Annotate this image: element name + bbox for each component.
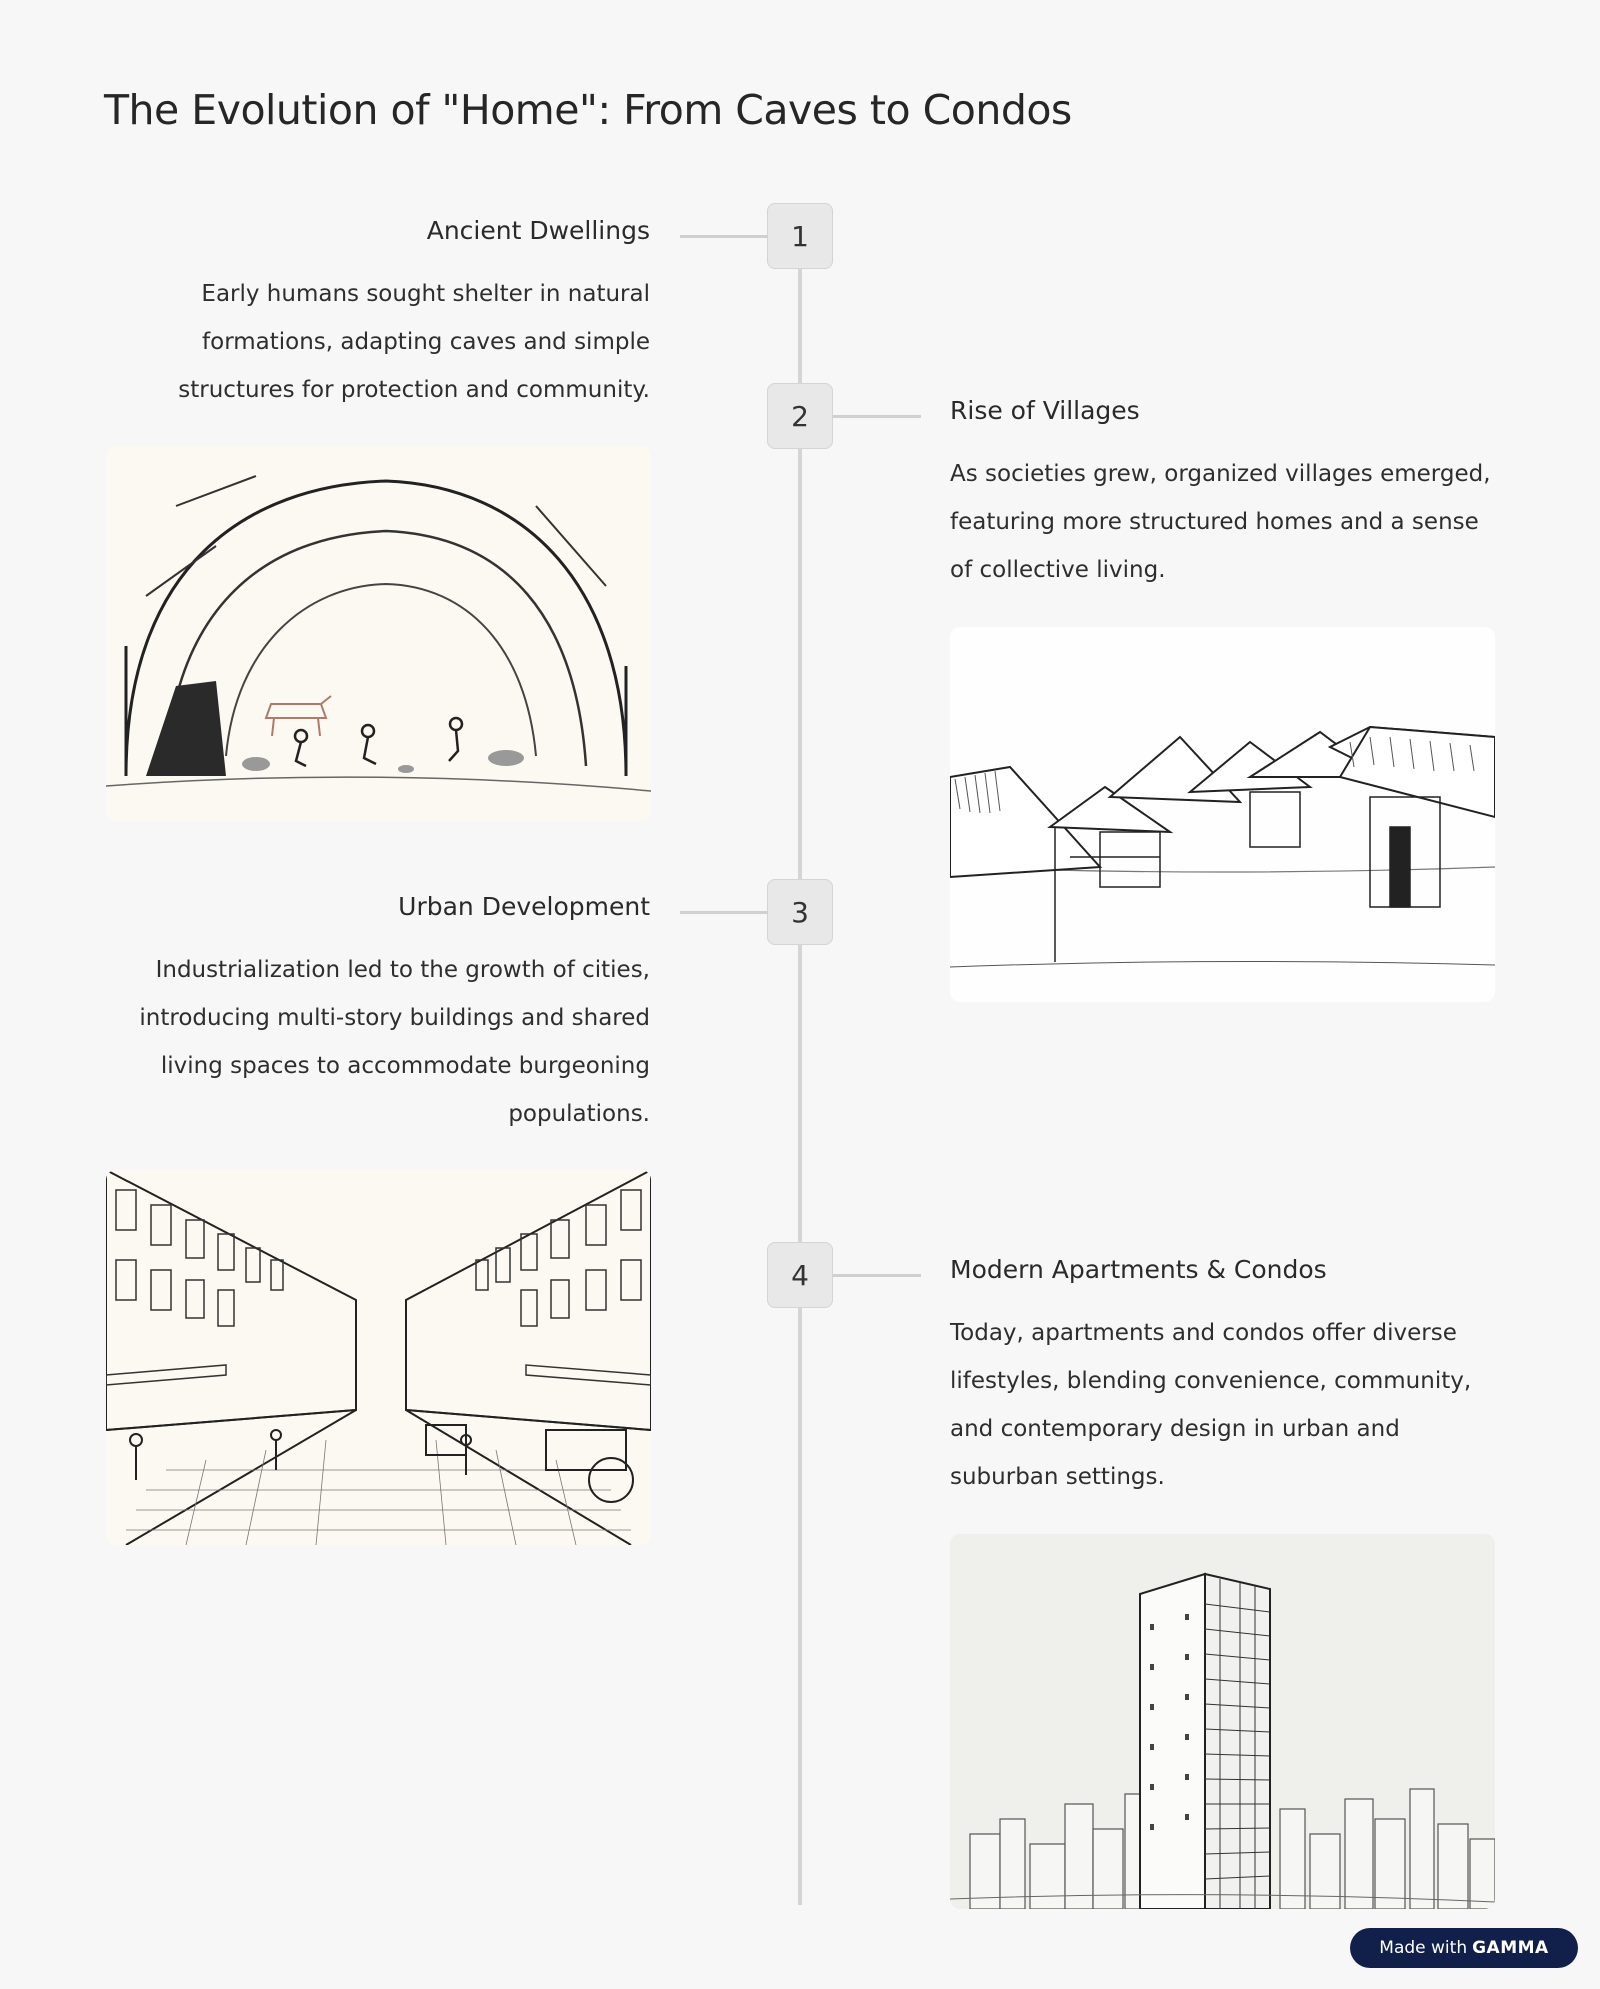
high-rise-illustration <box>950 1534 1495 1909</box>
timeline-heading: Urban Development <box>398 892 650 921</box>
made-with-gamma-badge[interactable] <box>1350 1928 1578 1968</box>
marker-number: 3 <box>791 895 809 929</box>
page-title: The Evolution of "Home": From Caves to Condos <box>104 86 1072 134</box>
timeline-heading: Modern Apartments & Condos <box>950 1255 1327 1284</box>
timeline-marker-3 <box>767 879 833 945</box>
timeline-marker-1 <box>767 203 833 269</box>
timeline-heading: Ancient Dwellings <box>426 216 650 245</box>
timeline-connector-2 <box>833 415 921 418</box>
timeline-description: Today, apartments and condos offer diverse lifestyles, blending convenience, community, and contemporary design in urban and suburban settings. <box>950 1320 1472 1490</box>
timeline-marker-4 <box>767 1242 833 1308</box>
timeline-marker-2 <box>767 383 833 449</box>
timeline-description: Early humans sought shelter in natural formations, adapting caves and simple structures for protection and community. <box>178 281 650 403</box>
marker-number: 1 <box>791 219 809 253</box>
village-illustration <box>950 627 1495 1002</box>
timeline-spine <box>798 235 802 1905</box>
cave-illustration <box>106 446 651 821</box>
timeline-item-urban-development <box>105 890 650 1138</box>
timeline-connector-1 <box>680 235 768 238</box>
marker-number: 4 <box>791 1258 809 1292</box>
timeline-connector-3 <box>680 911 768 914</box>
timeline-description: Industrialization led to the growth of cities, introducing multi-story buildings and shared living spaces to accommodate burgeoning populations. <box>139 957 650 1127</box>
timeline-connector-4 <box>833 1274 921 1277</box>
city-street-illustration <box>106 1170 651 1545</box>
timeline-item-modern-apartments <box>950 1253 1495 1501</box>
marker-number: 2 <box>791 399 809 433</box>
timeline-description: As societies grew, organized villages emerged, featuring more structured homes and a sense of collective living. <box>950 461 1491 583</box>
gamma-logo: GAMMA <box>1472 1938 1549 1958</box>
timeline-item-rise-of-villages <box>950 394 1495 594</box>
timeline-item-ancient-dwellings <box>105 214 650 414</box>
timeline-heading: Rise of Villages <box>950 396 1140 425</box>
badge-prefix: Made with <box>1379 1938 1468 1958</box>
